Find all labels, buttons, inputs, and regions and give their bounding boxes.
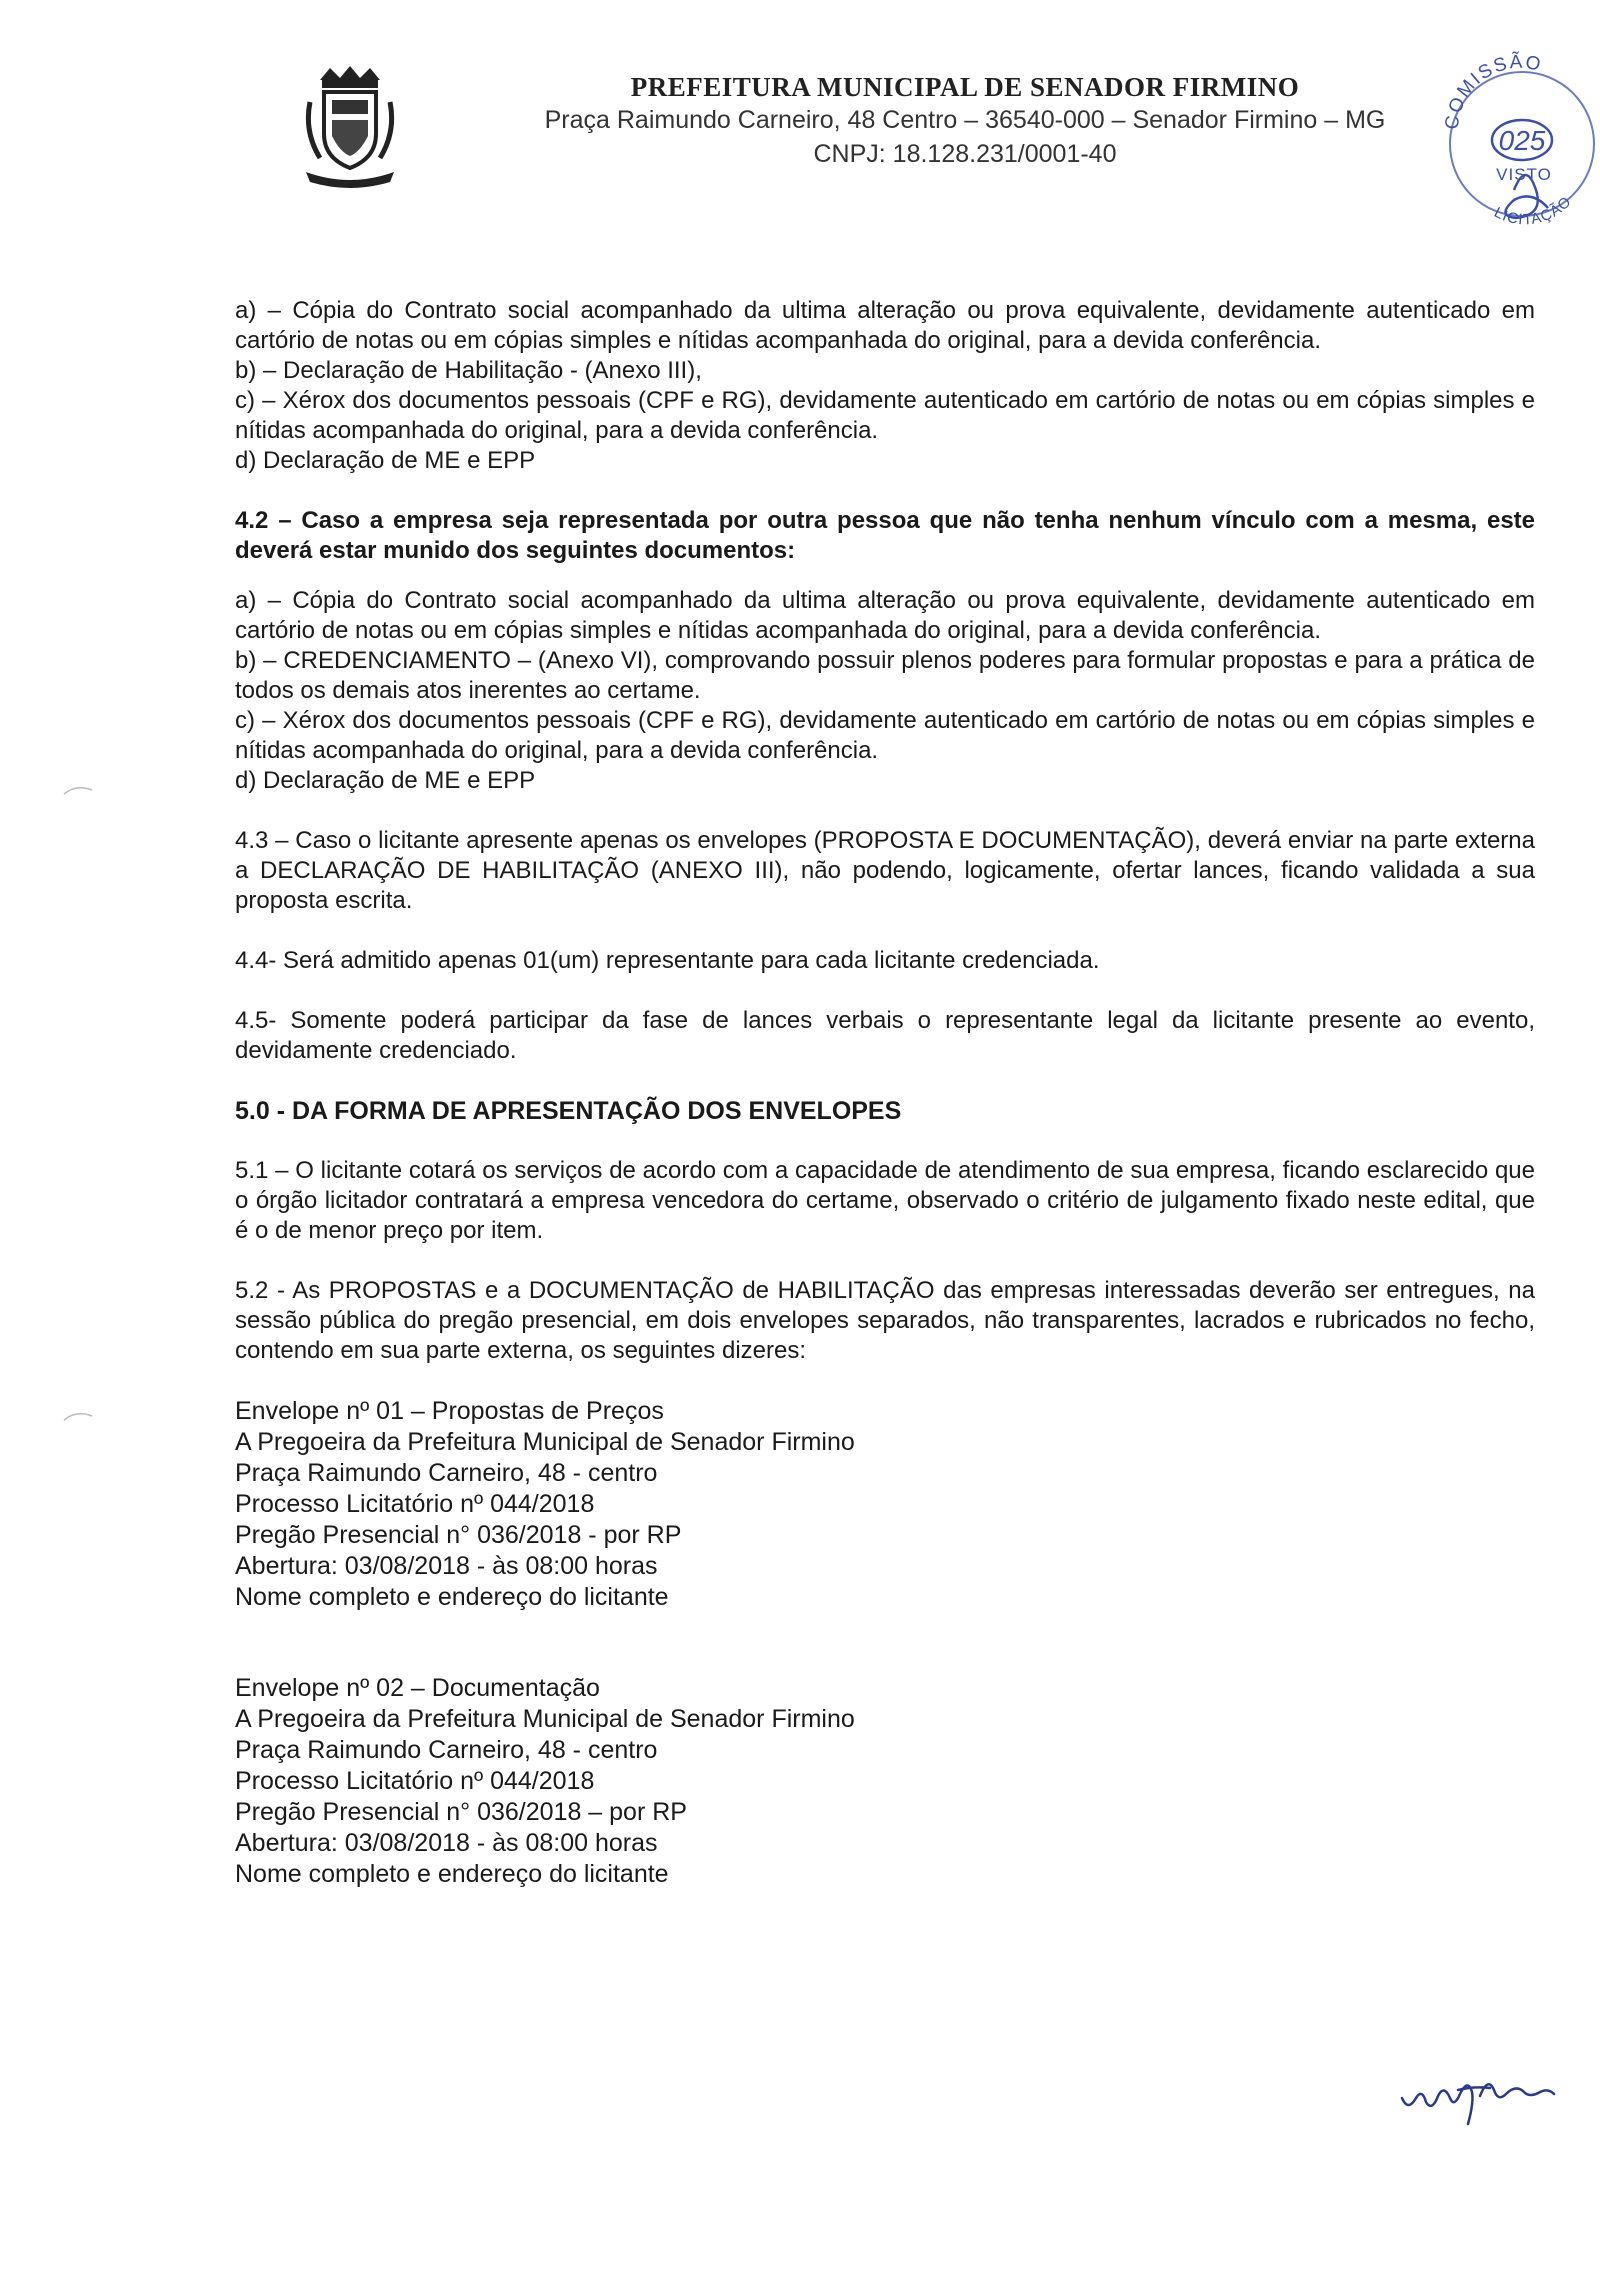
header-text-block: [470, 72, 1460, 171]
scan-mark-icon: [62, 1408, 102, 1422]
envelope-2-line: Processo Licitatório nº 044/2018: [235, 1767, 595, 1795]
review-stamp: [1436, 40, 1596, 260]
envelope-1-line: Pregão Presencial n° 036/2018 - por RP: [235, 1521, 682, 1549]
item-4-1-d: d) Declaração de ME e EPP: [235, 447, 536, 474]
envelope-1-line: A Pregoeira da Prefeitura Municipal de Senador Firmino: [235, 1428, 855, 1456]
envelope-1-block: [235, 1396, 1535, 1613]
item-4-2-b: b) – CREDENCIAMENTO – (Anexo VI), comprovando possuir plenos poderes para formular propostas e para a prática de todos os demais atos inerentes ao certame.: [235, 647, 1535, 704]
envelope-2-line: A Pregoeira da Prefeitura Municipal de Senador Firmino: [235, 1705, 855, 1733]
envelope-2-line: Abertura: 03/08/2018 - às 08:00 horas: [235, 1829, 658, 1857]
item-4-2-a: a) – Cópia do Contrato social acompanhado da ultima alteração ou prova equivalente, devidamente autenticado em cartório de notas ou em cópias simples e nítidas acompanhada do original, para a devida conferência.: [235, 587, 1535, 644]
section-4-2: [235, 506, 1535, 796]
envelope-1-line: Nome completo e endereço do licitante: [235, 1583, 669, 1611]
header-cnpj: CNPJ: 18.128.231/0001-40: [813, 140, 1117, 168]
header-title: PREFEITURA MUNICIPAL DE SENADOR FIRMINO: [630, 72, 1300, 102]
coat-of-arms-icon: [300, 62, 400, 192]
stamp-bottom-text: LICITAÇÃO: [1491, 192, 1576, 229]
section-4-3: 4.3 – Caso o licitante apresente apenas os envelopes (PROPOSTA E DOCUMENTAÇÃO), deverá enviar na parte externa a DECLARAÇÃO DE HABILITAÇÃO (ANEXO III), não podendo, logicamente, ofertar lances, ficando validada a sua proposta escrita.: [235, 827, 1535, 914]
header-address: Praça Raimundo Carneiro, 48 Centro – 36540-000 – Senador Firmino – MG: [544, 106, 1386, 134]
section-4-1-items: [235, 296, 1535, 476]
envelope-2-line: Praça Raimundo Carneiro, 48 - centro: [235, 1736, 658, 1764]
document-body: [235, 296, 1535, 1890]
item-4-1-a: a) – Cópia do Contrato social acompanhado da ultima alteração ou prova equivalente, devidamente autenticado em cartório de notas ou em cópias simples e nítidas acompanhada do original, para a devida conferência.: [235, 297, 1535, 354]
section-4-5: 4.5- Somente poderá participar da fase de lances verbais o representante legal da licitante presente ao evento, devidamente credenciado.: [235, 1007, 1535, 1064]
section-5-0-heading: 5.0 - DA FORMA DE APRESENTAÇÃO DOS ENVELOPES: [235, 1097, 902, 1125]
section-5-2: 5.2 - As PROPOSTAS e a DOCUMENTAÇÃO de HABILITAÇÃO das empresas interessadas deverão ser entregues, na sessão pública do pregão presencial, em dois envelopes separados, não transparentes, lacrados e rubricados no fecho, contendo em sua parte externa, os seguintes dizeres:: [235, 1277, 1535, 1364]
handwritten-initials-icon: [1398, 2068, 1558, 2128]
item-4-2-c: c) – Xérox dos documentos pessoais (CPF e RG), devidamente autenticado em cartório de notas ou em cópias simples e nítidas acompanhada do original, para a devida conferência.: [235, 707, 1535, 764]
envelope-2-line: Nome completo e endereço do licitante: [235, 1860, 669, 1888]
stamp-number: 025: [1498, 125, 1546, 156]
section-5-1: 5.1 – O licitante cotará os serviços de acordo com a capacidade de atendimento de sua empresa, ficando esclarecido que o órgão licitador contratará a empresa vencedora do certame, observado o critério de julgamento fixado neste edital, que é o de menor preço por item.: [235, 1157, 1535, 1244]
envelope-1-line: Envelope nº 01 – Propostas de Preços: [235, 1397, 664, 1425]
svg-text:COMISSÃO: [1442, 51, 1545, 131]
envelope-2-block: [235, 1673, 1535, 1890]
item-4-1-b: b) – Declaração de Habilitação - (Anexo III),: [235, 357, 702, 384]
stamp-top-text: COMISSÃO: [1441, 51, 1545, 131]
scan-mark-icon: [62, 782, 102, 796]
item-4-2-d: d) Declaração de ME e EPP: [235, 767, 536, 794]
envelope-1-line: Abertura: 03/08/2018 - às 08:00 horas: [235, 1552, 658, 1580]
section-4-4: 4.4- Será admitido apenas 01(um) representante para cada licitante credenciada.: [235, 947, 1100, 974]
envelope-1-line: Praça Raimundo Carneiro, 48 - centro: [235, 1459, 658, 1487]
envelope-2-line: Envelope nº 02 – Documentação: [235, 1674, 600, 1702]
document-header: [0, 0, 1600, 230]
envelope-2-line: Pregão Presencial n° 036/2018 – por RP: [235, 1798, 687, 1826]
envelope-1-line: Processo Licitatório nº 044/2018: [235, 1490, 595, 1518]
section-4-2-heading: 4.2 – Caso a empresa seja representada por outra pessoa que não tenha nenhum vínculo com a mesma, este deverá estar munido dos seguintes documentos:: [235, 507, 1535, 564]
stamp-label: VISTO: [1496, 165, 1552, 184]
item-4-1-c: c) – Xérox dos documentos pessoais (CPF e RG), devidamente autenticado em cartório de notas ou em cópias simples e nítidas acompanhada do original, para a devida conferência.: [235, 387, 1535, 444]
